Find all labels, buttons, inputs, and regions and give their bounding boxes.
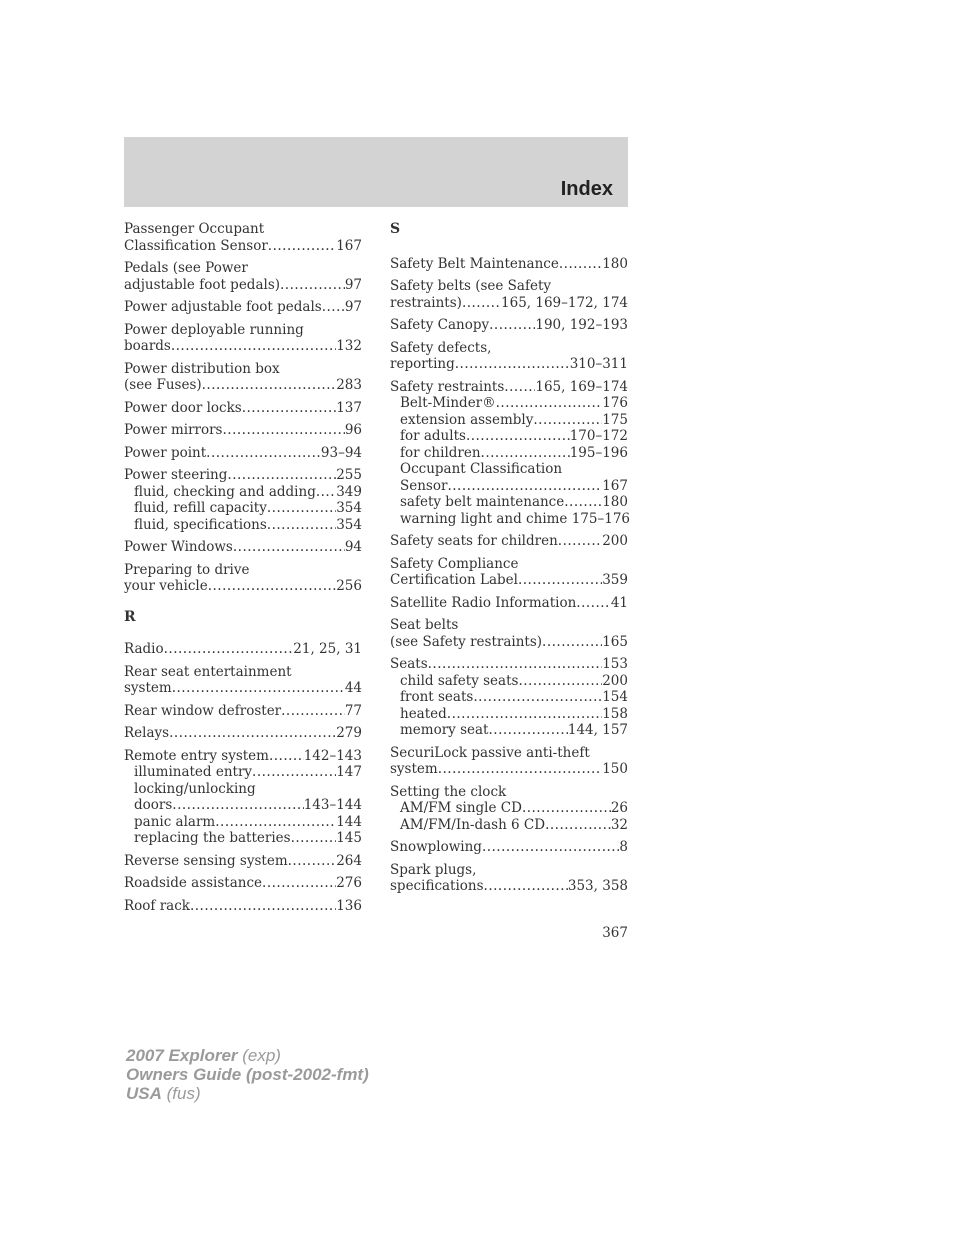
index-subentry-line (390, 395, 628, 412)
entry-page-ref: 93–94 (320, 444, 362, 461)
index-entry-line (124, 277, 362, 294)
index-entry (390, 533, 628, 550)
index-entry-line (124, 898, 362, 915)
index-entry (124, 725, 362, 742)
dot-leader (172, 680, 345, 697)
index-entry (390, 839, 628, 856)
index-subentry-line (390, 445, 628, 462)
index-entry-line (124, 299, 362, 316)
dot-leader (522, 800, 611, 817)
index-entry (124, 467, 362, 533)
entry-text: fluid, specifications (134, 516, 267, 533)
dot-leader (172, 797, 303, 814)
index-entry-line (124, 641, 362, 658)
index-subentry-line (124, 764, 362, 781)
entry-page-ref: 136 (336, 897, 362, 914)
index-entry-line (124, 400, 362, 417)
entry-text: specifications (390, 878, 484, 894)
entry-page-ref: 310–311 (569, 356, 628, 372)
entry-text: (see Fuses) (124, 377, 202, 393)
entry-text: (see Safety restraints) (390, 633, 543, 650)
entry-page-ref: 153 (602, 656, 628, 672)
entry-text: replacing the batteries (134, 830, 291, 846)
index-entry (124, 299, 362, 316)
entry-text: Safety Compliance (390, 555, 519, 572)
index-entry (124, 875, 362, 892)
index-entry-line (124, 338, 362, 355)
entry-page-ref: 145 (336, 830, 362, 846)
index-title: Index (560, 178, 613, 200)
dot-leader (227, 467, 336, 484)
entry-text: Power door locks (124, 399, 242, 416)
index-entry-line (390, 745, 628, 762)
dot-leader (288, 853, 337, 870)
dot-leader (242, 400, 337, 417)
index-entry-line (124, 467, 362, 484)
index-subentry-line (390, 673, 628, 690)
dot-leader (291, 830, 337, 847)
footer-line-3: USA (fus) (126, 1084, 201, 1103)
index-entry-line (390, 617, 628, 634)
index-entry-line (390, 862, 628, 879)
index-entry-line (390, 572, 628, 589)
index-subentry-line (390, 722, 628, 739)
index-entry-line (390, 278, 628, 295)
entry-page-ref: 279 (336, 725, 362, 741)
index-entry-line (390, 295, 628, 312)
index-subentry-line (390, 689, 628, 706)
dot-leader (481, 445, 570, 462)
entry-text: Power Windows (124, 539, 233, 555)
entry-page-ref: 264 (336, 852, 362, 869)
index-entry-line (124, 875, 362, 892)
entry-text: Remote entry system (124, 747, 269, 764)
entry-page-ref: 142–143 (303, 747, 362, 764)
entry-text: front seats (400, 689, 474, 705)
entry-page-ref: 190, 192–193 (535, 317, 628, 333)
index-entry (124, 703, 362, 720)
index-entry-line (390, 839, 628, 856)
entry-text: Seat belts (390, 617, 459, 633)
entry-text: Pedals (see Power (124, 260, 248, 276)
index-subentry-line (390, 706, 628, 723)
index-entry (124, 361, 362, 394)
index-subentry-line (390, 412, 628, 429)
index-entry (390, 784, 628, 834)
entry-text: warning light and chime 175–176 (400, 510, 631, 527)
dot-leader (488, 722, 567, 739)
index-subentry-line (124, 797, 362, 814)
index-entry (390, 745, 628, 778)
entry-text: Safety restraints (390, 378, 505, 395)
entry-page-ref: 26 (610, 800, 628, 816)
index-entry (124, 422, 362, 439)
entry-page-ref: 97 (344, 276, 362, 293)
entry-text: Passenger Occupant (124, 221, 265, 237)
index-entry-line (124, 539, 362, 556)
entry-text: illuminated entry (134, 764, 253, 780)
entry-text: heated (400, 705, 447, 722)
entry-text: Safety Canopy (390, 317, 490, 333)
entry-text: Power deployable running (124, 321, 304, 338)
index-column-left (124, 221, 362, 920)
index-entry-line (390, 256, 628, 273)
index-entry-line (390, 634, 628, 651)
entry-text: Power point (124, 444, 207, 461)
entry-text: Relays (124, 725, 170, 741)
dot-leader (281, 703, 345, 720)
entry-page-ref: 144 (336, 813, 362, 830)
dot-leader (280, 277, 345, 294)
dot-leader (518, 572, 602, 589)
index-entry-line (390, 317, 628, 334)
entry-page-ref: 165, 169–174 (535, 378, 628, 395)
index-entry (124, 221, 362, 254)
dot-leader (455, 356, 570, 373)
entry-page-ref: 137 (336, 399, 362, 416)
entry-page-ref: 158 (602, 705, 628, 722)
entry-text: Safety seats for children (390, 533, 558, 549)
index-entry-line (124, 725, 362, 742)
entry-page-ref: 255 (336, 467, 362, 483)
index-entry (390, 656, 628, 739)
entry-page-ref: 195–196 (569, 444, 628, 461)
index-entry (124, 260, 362, 293)
entry-text: extension assembly (400, 411, 534, 428)
index-entry-line (390, 340, 628, 357)
dot-leader (169, 725, 336, 742)
index-entry (390, 595, 628, 612)
index-subentry-line (390, 800, 628, 817)
index-entry (124, 641, 362, 658)
entry-page-ref: 167 (602, 477, 628, 494)
index-entry (390, 340, 628, 373)
index-column-right (390, 221, 631, 901)
index-subentry-line (390, 510, 631, 528)
index-entry (390, 278, 628, 311)
dot-leader (208, 578, 337, 595)
index-entry (124, 898, 362, 915)
index-subentry-line (390, 494, 628, 511)
index-subentry-line (390, 461, 628, 478)
entry-text: for children (400, 444, 481, 461)
entry-text: restraints) (390, 294, 462, 311)
dot-leader (504, 379, 535, 396)
entry-page-ref: 359 (602, 572, 628, 588)
entry-text: Roof rack (124, 897, 190, 914)
entry-text: boards (124, 338, 171, 354)
entry-text: Power distribution box (124, 360, 280, 377)
dot-leader (171, 338, 336, 355)
entry-text: Roadside assistance (124, 875, 263, 891)
entry-page-ref: 276 (336, 875, 362, 891)
index-entry-line (124, 260, 362, 277)
index-entry-line (124, 680, 362, 697)
index-entry (390, 556, 628, 589)
dot-leader (267, 500, 336, 517)
entry-page-ref: 349 (336, 483, 362, 500)
entry-text: Setting the clock (390, 783, 507, 800)
entry-page-ref: 180 (602, 255, 628, 272)
footer-line-2: Owners Guide (post-2002-fmt) (126, 1065, 369, 1084)
entry-page-ref: 132 (336, 338, 362, 354)
entry-page-ref: 256 (336, 578, 362, 594)
entry-text: Reverse sensing system (124, 852, 288, 869)
index-entry-line (390, 356, 628, 373)
entry-page-ref: 94 (344, 539, 362, 555)
dot-leader (496, 395, 603, 412)
index-entry-line (124, 422, 362, 439)
dot-leader (447, 478, 602, 495)
index-entry-line (390, 595, 628, 612)
page-number: 367 (602, 925, 628, 941)
entry-text: Spark plugs, (390, 861, 477, 878)
entry-text: Power steering (124, 467, 228, 483)
entry-page-ref: 200 (602, 533, 628, 549)
index-entry-line (124, 578, 362, 595)
dot-leader (252, 764, 336, 781)
index-subentry-line (390, 428, 628, 445)
entry-page-ref: 200 (602, 672, 628, 689)
entry-page-ref: 150 (602, 761, 628, 777)
index-entry-line (124, 238, 362, 255)
dot-leader (545, 817, 611, 834)
entry-text: Certification Label (390, 572, 518, 588)
entry-text: Seats (390, 656, 428, 672)
entry-text: AM/FM single CD (400, 800, 522, 816)
dot-leader (462, 295, 501, 312)
entry-page-ref: 21, 25, 31 (293, 641, 362, 657)
index-entry-line (124, 853, 362, 870)
dot-leader (518, 673, 602, 690)
dot-leader (233, 539, 345, 556)
entry-text: Power adjustable foot pedals (124, 299, 322, 315)
entry-text: Safety defects, (390, 339, 492, 356)
dot-leader (267, 517, 336, 534)
entry-text: fluid, refill capacity (134, 500, 267, 516)
dot-leader (576, 595, 611, 612)
index-entry (390, 862, 628, 895)
entry-page-ref: 8 (619, 839, 628, 855)
header-band (124, 137, 628, 207)
entry-text: memory seat (400, 722, 489, 738)
dot-leader (164, 641, 294, 658)
index-subentry-line (124, 830, 362, 847)
entry-page-ref: 165, 169–172, 174 (501, 294, 628, 311)
entry-text: Belt-Minder® (400, 395, 496, 411)
entry-page-ref: 175 (602, 411, 628, 428)
entry-text: child safety seats (400, 672, 519, 689)
entry-text: adjustable foot pedals) (124, 276, 281, 293)
entry-text: system (390, 761, 438, 777)
index-subentry-line (390, 478, 628, 495)
index-entry-line (124, 664, 362, 681)
entry-text: SecuriLock passive anti-theft (390, 744, 590, 761)
index-entry-line (124, 221, 362, 238)
index-entry (124, 664, 362, 697)
entry-text: your vehicle (124, 578, 208, 594)
index-entry-line (124, 562, 362, 579)
index-entry (390, 617, 628, 650)
index-subentry-line (124, 484, 362, 501)
dot-leader (489, 317, 535, 334)
dot-leader (473, 689, 602, 706)
entry-text: safety belt maintenance (400, 494, 565, 510)
dot-leader (428, 656, 603, 673)
dot-leader (269, 748, 304, 765)
entry-page-ref: 176 (602, 395, 628, 411)
entry-text: Safety belts (see Safety (390, 278, 552, 294)
entry-text: panic alarm (134, 813, 216, 830)
index-entry-line (124, 361, 362, 378)
entry-page-ref: 77 (344, 702, 362, 719)
entry-page-ref: 147 (336, 764, 362, 780)
index-entry (124, 445, 362, 462)
entry-text: doors (134, 797, 173, 813)
dot-leader (268, 238, 336, 255)
entry-text: AM/FM/In-dash 6 CD (400, 816, 546, 833)
entry-page-ref: 180 (602, 494, 628, 510)
dot-leader (466, 428, 570, 445)
entry-page-ref: 144, 157 (567, 722, 628, 738)
index-entry-line (124, 322, 362, 339)
entry-page-ref: 41 (610, 594, 628, 611)
entry-page-ref: 354 (336, 500, 362, 516)
index-entry-line (390, 761, 628, 778)
entry-text: Satellite Radio Information (390, 594, 577, 611)
entry-text: Rear window defroster (124, 702, 282, 719)
entry-text: Preparing to drive (124, 561, 250, 578)
dot-leader (190, 898, 336, 915)
index-entry (124, 539, 362, 556)
index-entry-line (124, 748, 362, 765)
entry-page-ref: 283 (336, 377, 362, 393)
dot-leader (482, 839, 619, 856)
entry-page-ref: 170–172 (569, 428, 628, 444)
entry-page-ref: 44 (344, 680, 362, 696)
index-entry-line (124, 377, 362, 394)
entry-text: locking/unlocking (134, 780, 256, 797)
entry-text: Occupant Classification (400, 461, 563, 477)
index-subentry-line (390, 817, 628, 834)
index-entry (390, 378, 631, 528)
dot-leader (206, 445, 321, 462)
index-entry (124, 853, 362, 870)
entry-text: fluid, checking and adding (134, 483, 316, 500)
index-entry (124, 322, 362, 355)
index-subentry-line (124, 781, 362, 798)
document-footer (126, 1046, 369, 1103)
dot-leader (438, 761, 603, 778)
dot-leader (215, 814, 336, 831)
entry-page-ref: 32 (610, 816, 628, 833)
index-entry (124, 748, 362, 847)
entry-text: for adults (400, 428, 466, 444)
entry-page-ref: 154 (602, 689, 628, 705)
index-entry-line (390, 656, 628, 673)
dot-leader (223, 422, 345, 439)
entry-page-ref: 353, 358 (567, 878, 628, 894)
index-entry-line (390, 533, 628, 550)
index-entry-line (124, 703, 362, 720)
index-entry-line (390, 784, 628, 801)
entry-text: Snowplowing (390, 839, 482, 855)
entry-page-ref: 165 (602, 633, 628, 650)
index-entry (390, 256, 628, 273)
dot-leader (559, 256, 602, 273)
section-letter: S (390, 221, 401, 237)
index-entry-line (390, 878, 628, 895)
dot-leader (262, 875, 336, 892)
entry-page-ref: 143–144 (303, 797, 362, 813)
entry-text: reporting (390, 356, 455, 372)
dot-leader (542, 634, 602, 651)
index-entry-line (124, 445, 362, 462)
index-subentry-line (124, 814, 362, 831)
index-entry-line (390, 379, 628, 396)
entry-text: Radio (124, 641, 164, 657)
index-subentry-line (124, 500, 362, 517)
dot-leader (202, 377, 337, 394)
entry-page-ref: 97 (344, 299, 362, 315)
dot-leader (558, 533, 602, 550)
entry-text: Power mirrors (124, 422, 223, 438)
entry-text: system (124, 680, 172, 696)
index-entry (390, 317, 628, 334)
entry-page-ref: 96 (344, 422, 362, 438)
entry-page-ref: 354 (336, 516, 362, 533)
entry-text: Classification Sensor (124, 237, 268, 254)
dot-leader (564, 494, 602, 511)
index-entry (124, 400, 362, 417)
index-subentry-line (124, 517, 362, 534)
dot-leader (447, 706, 602, 723)
index-entry (124, 562, 362, 595)
entry-page-ref: 167 (336, 237, 362, 254)
dot-leader (322, 299, 345, 316)
entry-text: Rear seat entertainment (124, 663, 292, 680)
footer-line-1: 2007 Explorer (exp) (126, 1046, 281, 1065)
entry-text: Sensor (400, 477, 448, 494)
dot-leader (533, 412, 602, 429)
index-entry-line (390, 556, 628, 573)
dot-leader (316, 484, 336, 501)
section-letter: R (124, 608, 136, 625)
entry-text: Safety Belt Maintenance (390, 255, 559, 272)
dot-leader (484, 878, 568, 895)
